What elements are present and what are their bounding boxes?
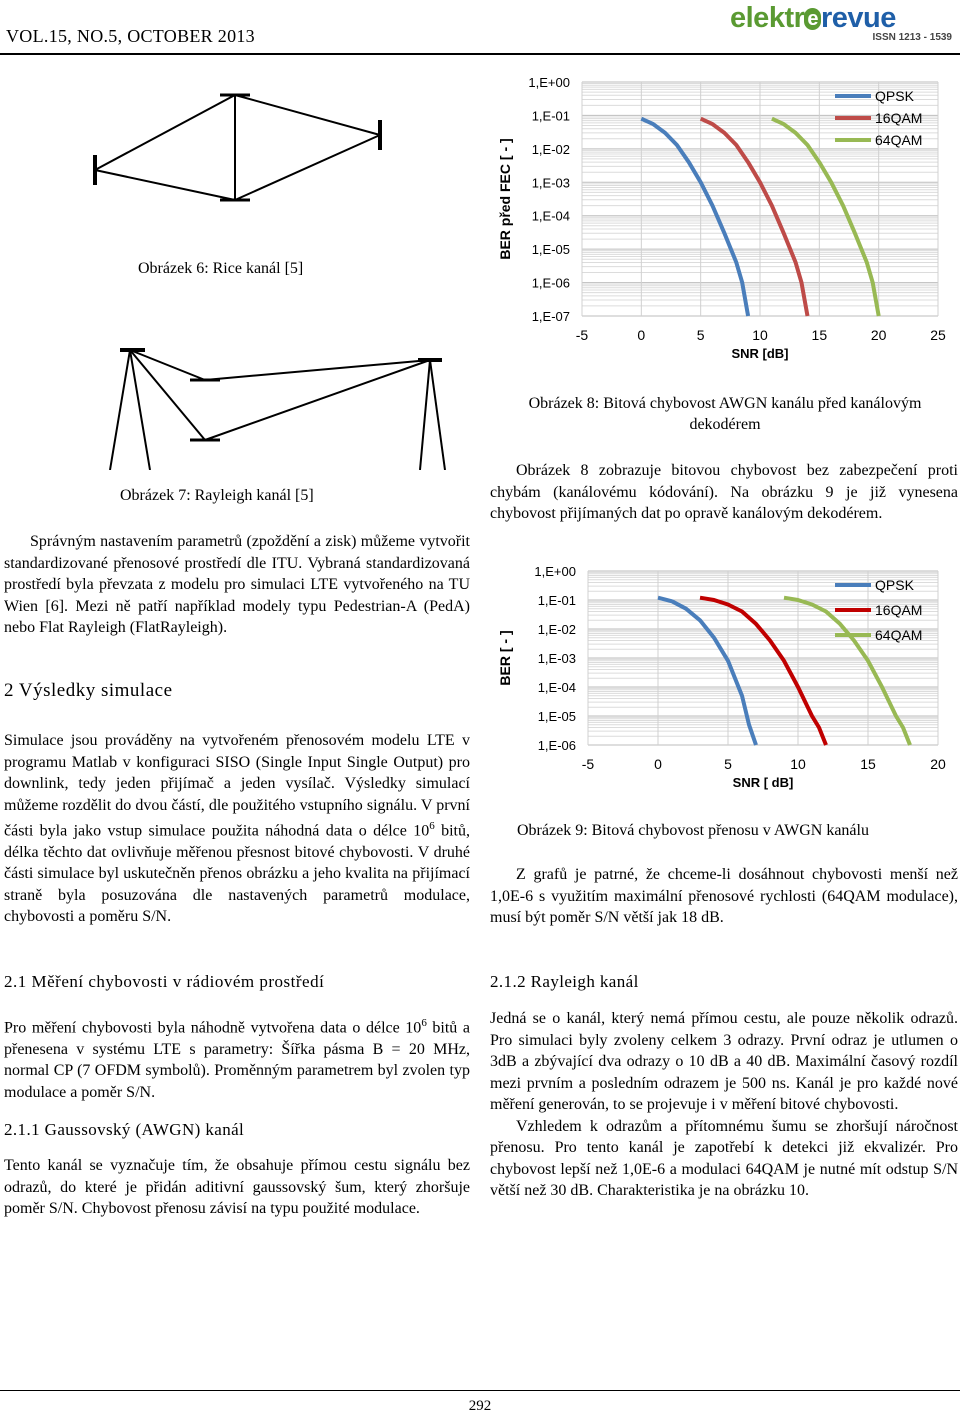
right-paragraph-3 — [490, 1008, 958, 1202]
x-tick-label: 15 — [860, 756, 876, 772]
left-paragraph-2 — [4, 730, 470, 928]
x-axis-label: SNR [ dB] — [732, 775, 794, 790]
y-tick-label: 1,E-04 — [531, 208, 570, 224]
section-2-1-heading: 2.1 Měření chybovosti v rádiovém prostředí — [4, 972, 325, 991]
right-paragraph-1 — [490, 460, 958, 525]
x-tick-label: 0 — [654, 756, 662, 772]
fig8-caption-line2: dekodérem — [689, 416, 761, 433]
rice-channel-diagram — [60, 75, 430, 275]
y-tick-label: 1,E-06 — [537, 738, 576, 753]
y-tick-label: 1,E+00 — [534, 564, 576, 579]
left-p2-text — [4, 730, 470, 928]
right-p3-text: Jedná se o kanál, který nemá přímou cestu, ale pouze několik odrazů. Pro simulaci byly zvoleny celkem 3 odrazy. První odraz je utlumen o 3dB a zbývající dva odrazy o 10 dB a 40 dB. Maximální časový rozdíl mezi prvním a posledním odrazem je 500 ns. Kanál je pro každé nové měření generován, to se projevuje i v měření bitové chybovosti. — [490, 1010, 958, 1113]
x-tick-label: 0 — [637, 327, 646, 343]
left-p2-sup: 6 — [429, 820, 435, 832]
legend-label-64qam: 64QAM — [875, 627, 923, 643]
fig7-caption: Obrázek 7: Rayleigh kanál [5] — [120, 487, 314, 504]
x-tick-label: 20 — [870, 327, 887, 343]
rayleigh-channel-diagram — [100, 320, 460, 470]
left-p2-part1: Simulace jsou prováděny na vytvořeném přenosovém modelu LTE v programu Matlab v konfiguraci SISO (Single Input Single Output) pro downlink, tedy jeden přijímač a jeden vysílač. Výsledky simulací můžeme rozdělit do dvou částí, dle použitého vstupního signálu. V první části byla jako vstup simulace použita náhodná data o délce 10 — [4, 732, 470, 840]
logo-issn: ISSN 1213 - 1539 — [872, 32, 952, 43]
y-tick-label: 1,E-05 — [537, 709, 576, 724]
y-axis-label: BER [ - ] — [497, 630, 513, 686]
y-tick-label: 1,E-01 — [537, 593, 576, 608]
fig8-caption-line1: Obrázek 8: Bitová chybovost AWGN kanálu před kanálovým — [528, 395, 922, 412]
fig6-caption: Obrázek 6: Rice kanál [5] — [138, 260, 304, 277]
y-tick-label: 1,E-02 — [531, 141, 570, 157]
page-number: 292 — [468, 1398, 492, 1414]
x-tick-label: 5 — [696, 327, 705, 343]
fig9-caption: Obrázek 9: Bitová chybovost přenosu v AWGN kanálu — [517, 822, 869, 839]
right-paragraph-2 — [490, 864, 958, 929]
right-p2-text: Z grafů je patrné, že chceme-li dosáhnout chybovosti menší než 1,0E-6 s využitím maximální přenosové rychlosti (64QAM modulace), musí být poměr S/N větší jak 18 dB. — [490, 866, 958, 926]
left-paragraph-4 — [4, 1155, 470, 1220]
left-paragraph-1 — [4, 531, 470, 639]
header-rule — [0, 53, 960, 55]
y-tick-label: 1,E-04 — [537, 680, 576, 695]
left-p3-sup: 6 — [421, 1017, 427, 1029]
section-2-heading: 2 Výsledky simulace — [4, 680, 173, 701]
y-tick-label: 1,E-03 — [537, 651, 576, 666]
y-tick-label: 1,E-05 — [531, 242, 570, 258]
ber-after-decoder-chart — [490, 557, 960, 802]
logo-text: elektr e revue — [730, 2, 896, 34]
y-tick-label: 1,E+00 — [528, 75, 570, 90]
legend-label-16qam: 16QAM — [875, 602, 923, 618]
x-tick-label: 5 — [724, 756, 732, 772]
x-tick-label: 10 — [790, 756, 806, 772]
left-p2-part2: bitů, délka těchto dat ovlivňuje měřenou přesnost bitové chybovosti. V druhé části simulace byl uskutečněn přenos obrázku a jeho kvalita na přijímací straně byla posuzována dle nastavených parametrů modulace, chybovosti a poměru S/N. — [4, 822, 470, 926]
right-p1-text: Obrázek 8 zobrazuje bitovou chybovost bez zabezpečení proti chybám (kanálovému kódování). Na obrázku 9 je již vynesena chybovost přijímaných dat po opravě kanálovým dekodérem. — [490, 462, 958, 522]
x-tick-label: 15 — [811, 327, 828, 343]
x-tick-label: -5 — [575, 327, 589, 343]
left-p1-text: Správným nastavením parametrů (zpoždění a zisk) můžeme vytvořit standardizované přenosové prostředí dle ITU. Vybraná standardizovaná prostředí byla převzata z modelu pro simulaci LTE vytvořeného na TU Wien [6]. Mezi ně patří například modely typu Pedestrian-A (PedA) nebo Flat Rayleigh (FlatRayleigh). — [4, 533, 470, 636]
y-tick-label: 1,E-02 — [537, 622, 576, 637]
left-p4-text: Tento kanál se vyznačuje tím, že obsahuje přímou cestu signálu bez odrazů, do které je přidán aditivní gaussovský šum, který zhoršuje poměr S/N. Chybovost přenosu závisí na typu použité modulace. — [4, 1157, 470, 1217]
footer-rule — [0, 1390, 960, 1391]
x-tick-label: -5 — [581, 756, 595, 772]
x-tick-label: 25 — [930, 327, 946, 343]
y-axis-label: BER před FEC [ - ] — [497, 138, 513, 260]
y-tick-label: 1,E-01 — [531, 108, 570, 124]
journal-volume: VOL.15, NO.5, OCTOBER 2013 — [6, 26, 255, 46]
section-2-1-2-heading: 2.1.2 Rayleigh kanál — [490, 972, 639, 991]
x-tick-label: 10 — [752, 327, 768, 343]
legend-label-qpsk: QPSK — [875, 88, 914, 104]
x-tick-label: 20 — [930, 756, 946, 772]
left-p3-part2: bitů a přenesena v systému LTE s parametry: Šířka pásma B = 20 MHz, normal CP (7 OFDM symbolů). Proměnným parametrem byl zvolen typ modulace a poměr S/N. — [4, 1019, 470, 1101]
legend-label-qpsk: QPSK — [875, 577, 914, 593]
journal-logo — [730, 4, 956, 44]
right-p4-text: Vzhledem k odrazům a přítomnému šumu se zhoršují náročnost přenosu. Pro tento kanál je zapotřebí k detekci již ekvalizér. Pro chybovost lepší než 1,0E-6 a modulaci 64QAM je nutné mít odstup S/N větší než 30 dB. Charakteristika je na obrázku 10. — [490, 1117, 958, 1199]
section-2-1-1-heading: 2.1.1 Gaussovský (AWGN) kanál — [4, 1120, 245, 1139]
y-tick-label: 1,E-06 — [531, 275, 570, 291]
y-tick-label: 1,E-07 — [531, 309, 570, 324]
legend-label-16qam: 16QAM — [875, 110, 923, 126]
left-p3-text — [4, 1013, 470, 1103]
left-p3-part1: Pro měření chybovosti byla náhodně vytvořena data o délce 10 — [4, 1019, 422, 1037]
left-paragraph-3 — [4, 1013, 470, 1103]
legend-label-64qam: 64QAM — [875, 132, 923, 148]
y-tick-label: 1,E-03 — [531, 175, 570, 191]
x-axis-label: SNR [dB] — [731, 346, 789, 361]
ber-before-fec-chart — [490, 70, 960, 370]
